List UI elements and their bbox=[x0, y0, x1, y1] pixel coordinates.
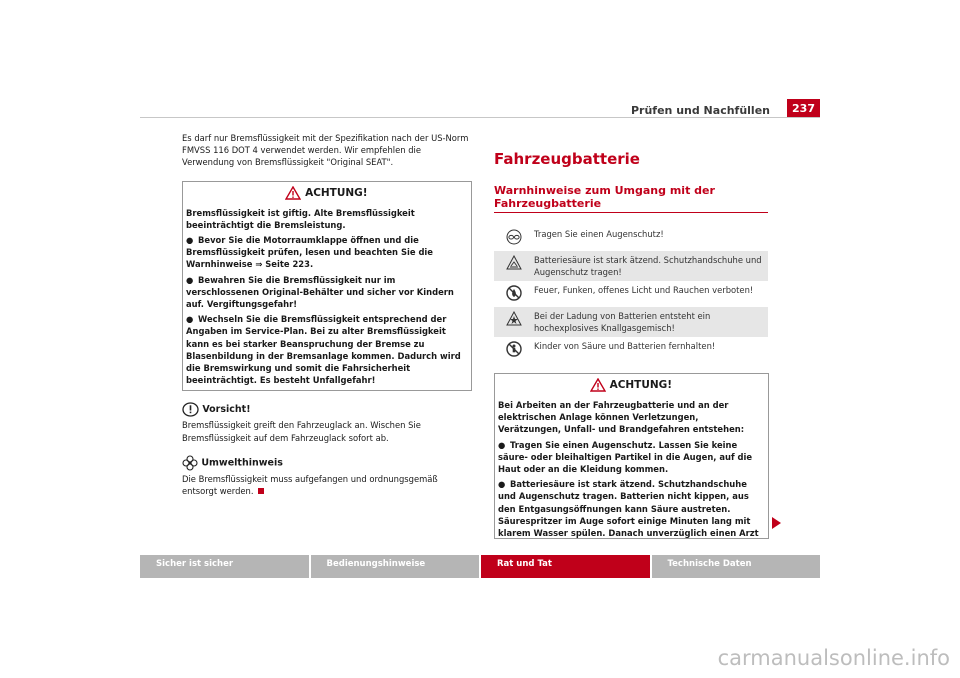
continue-arrow-icon[interactable] bbox=[772, 517, 781, 529]
symbol-row: Feuer, Funken, offenes Licht und Rauchen verboten! bbox=[494, 281, 768, 307]
battery-warning-box bbox=[494, 373, 769, 539]
warning-bullet: ● Bevor Sie die Motorraumklappe öffnen und die Bremsflüssigkeit prüfen, lesen und beachten Sie die Warnhinweise ⇒ Seite 223. bbox=[186, 235, 433, 270]
symbol-row: Tragen Sie einen Augenschutz! bbox=[494, 225, 768, 251]
section-end-icon bbox=[258, 488, 264, 494]
symbol-row: Kinder von Säure und Batterien fernhalten! bbox=[494, 337, 768, 363]
flower-icon bbox=[182, 455, 198, 471]
subsection-title: Warnhinweise zum Umgang mit der Fahrzeugbatterie bbox=[494, 184, 768, 213]
environment-title: Umwelthinweis bbox=[201, 457, 283, 469]
no-fire-icon bbox=[506, 285, 522, 301]
header-rule bbox=[140, 117, 820, 118]
warning-title: ACHTUNG! bbox=[305, 186, 368, 199]
acid-warning-icon bbox=[506, 255, 522, 270]
left-column bbox=[182, 132, 472, 497]
bullet-dot-icon: ● bbox=[186, 235, 194, 246]
warning-bullet: ● Bewahren Sie die Bremsflüssigkeit nur im verschlossenen Original-Behälter und sicher vor Kindern auf. Vergiftungsgefahr! bbox=[186, 274, 454, 310]
footer-tab-sicher[interactable]: Sicher ist sicher bbox=[140, 555, 309, 578]
footer-tab-rat-und-tat[interactable]: Rat und Tat bbox=[481, 555, 650, 578]
explosion-warning-icon bbox=[506, 311, 522, 326]
warning-header bbox=[498, 378, 764, 394]
warning-bullet: ● Tragen Sie einen Augenschutz. Lassen Sie keine säure- oder bleihaltigen Partikel in die Augen, auf die Haut oder an die Kleidung kommen. bbox=[498, 439, 753, 475]
footer-tab-bedienung[interactable]: Bedienungshinweise bbox=[311, 555, 480, 578]
symbol-row: Batteriesäure ist stark ätzend. Schutzhandschuhe und Augenschutz tragen! bbox=[494, 251, 768, 281]
running-header-title: Prüfen und Nachfüllen bbox=[630, 104, 770, 117]
warning-symbols-table bbox=[494, 225, 768, 363]
warning-bullet: ● Wechseln Sie die Bremsflüssigkeit entsprechend der Angaben im Service-Plan. Bei zu alter Bremsflüssigkeit kann es bei starker Beanspruchung der Bremse zu Blasenbildung in der Bremsanlage kommen. Dadurch wird die Bremswirkung und somit die Fahrsicherheit beeinträchtigt. Es besteht Unfallgefahr! bbox=[186, 314, 461, 386]
bullet-dot-icon: ● bbox=[498, 439, 506, 450]
warning-bullet: ● Batteriesäure ist stark ätzend. Schutzhandschuhe und Augenschutz tragen. Batterien nicht kippen, aus den Entgasungsöffnungen kann Säure austreten. Säurespritzer im Auge sofort einige Minuten lang mit klarem Wasser spülen. Danach unverzüglich einen Arzt bbox=[498, 479, 759, 539]
watermark: carmanualsonline.info bbox=[717, 646, 950, 670]
warning-triangle-icon bbox=[590, 378, 606, 392]
footer-nav bbox=[140, 555, 820, 578]
bullet-dot-icon: ● bbox=[498, 479, 506, 490]
bullet-dot-icon: ● bbox=[186, 274, 194, 285]
caution-title: Vorsicht! bbox=[202, 404, 251, 416]
environment-text: Die Bremsflüssigkeit muss aufgefangen und ordnungsgemäß entsorgt werden. bbox=[182, 473, 438, 497]
warning-header bbox=[186, 186, 467, 202]
goggles-icon bbox=[506, 229, 522, 245]
brake-fluid-intro: Es darf nur Bremsflüssigkeit mit der Spezifikation nach der US-Norm FMVSS 116 DOT 4 verwendet werden. Wir empfehlen die Verwendung von Bremsflüssigkeit "Original SEAT". bbox=[182, 133, 469, 168]
warning-triangle-icon bbox=[285, 186, 301, 200]
page-number: 237 bbox=[787, 99, 820, 118]
symbol-row: Bei der Ladung von Batterien entsteht ein hochexplosives Knallgasgemisch! bbox=[494, 307, 768, 337]
warning-title: ACHTUNG! bbox=[609, 378, 673, 391]
environment-header bbox=[182, 455, 472, 471]
caution-text: Bremsflüssigkeit greift den Fahrzeuglack an. Wischen Sie Bremsflüssigkeit auf dem Fahrzeuglack sofort ab. bbox=[182, 420, 421, 443]
right-column bbox=[494, 150, 768, 539]
warning-lead: Bremsflüssigkeit ist giftig. Alte Bremsflüssigkeit beeinträchtigt die Bremsleistung. bbox=[186, 207, 415, 230]
footer-tab-technische-daten[interactable]: Technische Daten bbox=[652, 555, 821, 578]
warning-lead: Bei Arbeiten an der Fahrzeugbatterie und an der elektrischen Anlage können Verletzungen, Verätzungen, Unfall- und Brandgefahren entstehen: bbox=[498, 400, 745, 435]
keep-children-away-icon bbox=[506, 341, 522, 357]
bullet-dot-icon: ● bbox=[186, 314, 194, 325]
section-title: Fahrzeugbatterie bbox=[494, 150, 640, 168]
caution-exclamation-icon bbox=[182, 402, 199, 417]
brake-fluid-warning-box bbox=[182, 181, 472, 392]
caution-header bbox=[182, 402, 472, 417]
